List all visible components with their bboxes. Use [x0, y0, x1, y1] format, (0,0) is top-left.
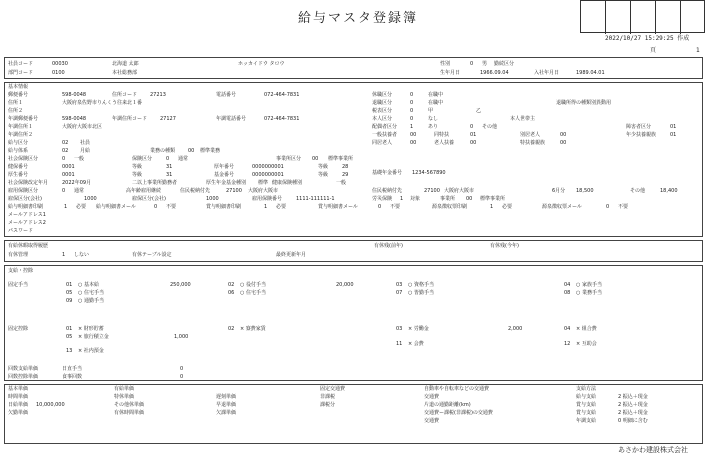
shain-value: 月給 — [80, 148, 91, 154]
mail2t: 不要 — [166, 204, 177, 210]
rate-label: 遅刻単価 — [216, 394, 237, 400]
jkyu-label: 雇用保険番号 — [252, 196, 283, 202]
kiso-label: 基礎年金番号 — [372, 170, 403, 176]
basic-label: 電話番号 — [216, 92, 237, 98]
basic-label: 配偶者区分 — [372, 124, 398, 130]
kanri-label: 障害者区分 — [626, 124, 652, 130]
rou-value: 00 — [470, 140, 477, 146]
shakai-label: 社会保険区分 — [8, 156, 39, 162]
mail5t: 必要 — [502, 204, 513, 210]
hoken-label: 保険区分 — [132, 156, 153, 162]
mail6t: 不要 — [618, 204, 629, 210]
printed-timestamp: 2022/10/27 15:29:25 作成 — [605, 35, 690, 42]
basic-value: 072-464-7831 — [264, 116, 300, 122]
basic-label: 年調住所コード — [112, 116, 148, 122]
leave-table-label: 有休テーブル設定 — [132, 252, 172, 258]
basic-value: 0 — [410, 92, 414, 98]
mail3-label: 賞与明細書印刷 — [206, 204, 242, 210]
kanri-value: 01 — [670, 124, 677, 130]
deduct-name: × 互助会 — [576, 341, 597, 347]
basic-label: 本人区分 — [372, 116, 393, 122]
leave-kanri-value: しない — [74, 252, 90, 258]
nijo-label: 二以上事業所勤務者 — [132, 180, 178, 186]
shain-label: 給与体系 — [8, 148, 29, 154]
kikinb-value: 標準 — [258, 180, 269, 186]
kousei-value: 0000000001 — [252, 164, 284, 170]
rate-label: その他休単価 — [114, 402, 145, 408]
gen-num: 0 — [180, 366, 184, 372]
tokyu2-value: 28 — [342, 164, 349, 170]
rate-label: 基本単価 — [8, 386, 29, 392]
commute-label: 交通費 — [424, 394, 440, 400]
emp-code: 00030 — [52, 61, 68, 67]
kyuyo-name: 社員 — [80, 140, 91, 146]
mail6-label: 源泉徴収票メール — [542, 204, 582, 210]
deduct-no: 13 — [66, 348, 73, 354]
basic-value: 598-0048 — [62, 116, 87, 122]
mail4t: 不要 — [390, 204, 401, 210]
juumin2-label: 住民税納付先 — [372, 188, 403, 194]
gen2-label: 回数控除単価 — [8, 374, 39, 380]
withholding-label: 退職所得の種類別異動用 — [556, 100, 612, 106]
basic-value: 1 — [410, 124, 414, 130]
dou-value: 00 — [410, 140, 417, 146]
basic-value: 0 — [410, 108, 414, 114]
fixed-name: ○ 役付手当 — [240, 282, 266, 288]
gen-label: 回数支給単価 — [8, 366, 39, 372]
tokutei-label: 同特扶 — [434, 132, 450, 138]
basic-label: 年調住所１ — [8, 124, 34, 130]
basic-label: 住所コード — [112, 92, 138, 98]
hoken-value: 通常 — [178, 156, 189, 162]
rou-ho-value: 対象 — [410, 196, 421, 202]
joined-label: 入社年月日 — [534, 70, 560, 76]
email1-label: メールアドレス1 — [8, 212, 46, 218]
koyou-kbn2: 1000 — [206, 196, 219, 202]
leave-kanri-code: 1 — [62, 252, 66, 258]
rate-label: 特休単価 — [114, 394, 135, 400]
fixed-name: ○ 基本給 — [78, 282, 99, 288]
kenpo2-value: 一般 — [336, 180, 347, 186]
basic-label: 税表区分 — [372, 108, 393, 114]
koyou-value: 通常 — [74, 188, 85, 194]
mail6: 0 — [606, 204, 610, 210]
kaigo-value: 0001 — [62, 172, 75, 178]
pay-method-label: 支給方法 — [576, 386, 597, 392]
basic-label: 退職区分 — [372, 100, 393, 106]
gyomu-code: 00 — [188, 148, 195, 154]
kyuyo-label: 給与区分 — [8, 140, 29, 146]
rate-label: 欠勤単価 — [8, 410, 29, 416]
transport-label: 課税分 — [320, 402, 336, 408]
rates-box — [4, 384, 703, 444]
kiso-value: 1234-567890 — [412, 170, 446, 176]
rate-value: 10,000,000 — [36, 402, 65, 408]
basic-value: 大阪府泉佐野市りんくう往来北１番 — [62, 100, 143, 106]
tokutei-value: 01 — [470, 132, 477, 138]
basic-label: 年調住所２ — [8, 132, 34, 138]
basic-label: 休職区分 — [372, 92, 393, 98]
sonota-value: 0 — [470, 124, 474, 130]
gender-code: 0 — [470, 61, 474, 67]
kousei-label: 厚年番号 — [214, 164, 235, 170]
emp-code-label: 社員コード — [8, 61, 34, 67]
mail2: 0 — [154, 204, 158, 210]
fixed-amount: 20,000 — [336, 282, 354, 288]
m6-label: 6月分 — [552, 188, 566, 194]
commute-label: 自動車や自転車などの交通費 — [424, 386, 490, 392]
gen2-value: 食事回数 — [62, 374, 83, 380]
deduct-name: × 労働金 — [408, 326, 429, 332]
shikaku-label: 社会保険改定年月 — [8, 180, 49, 186]
basic-value: 0 — [410, 100, 414, 106]
pay-method-label: 給与支給 — [576, 394, 597, 400]
fixed-name: ○ 住宅手当 — [240, 290, 266, 296]
leave-prev-label: 有休残(前年) — [374, 243, 403, 249]
sonota-label: その他 — [482, 124, 498, 130]
gen-value: 日直手当 — [62, 366, 83, 372]
fixed-name: ○ 資格手当 — [408, 282, 434, 288]
deduct-name: × 社内預金 — [78, 348, 104, 354]
jigyo-label: 事業所区分 — [276, 156, 302, 162]
juumin2-code: 27100 — [424, 188, 440, 194]
basic-section-title: 基本情報 — [8, 84, 29, 90]
m6-value: 18,500 — [576, 188, 594, 194]
dokushin-value: 01 — [670, 132, 677, 138]
fixed-no: 06 — [228, 290, 235, 296]
mail2-label: 給与明細書メール — [96, 204, 136, 210]
koyou-kbn2-label: 雇保区分(会社) — [132, 196, 166, 202]
basic-value: あり — [428, 124, 439, 130]
basic-label: 住所１ — [8, 100, 24, 106]
fixed-amount: 250,000 — [170, 282, 191, 288]
emp-name: 北海道 太郎 — [112, 61, 139, 67]
basic-label: 年調電話番号 — [216, 116, 247, 122]
mail4-label: 賞与明細書メール — [318, 204, 358, 210]
basic-value: 甲 — [428, 108, 434, 114]
deduct-name: × 財形貯蓄 — [78, 326, 104, 332]
leave-box — [4, 240, 703, 262]
tokyu-value: 31 — [166, 164, 173, 170]
gen2-num: 0 — [180, 374, 184, 380]
page-number: 1 — [696, 47, 700, 54]
pay-method-value: 2 振込＋現金 — [618, 394, 648, 400]
birth-label: 生年月日 — [440, 70, 461, 76]
mail5-label: 源泉徴収票印刷 — [432, 204, 468, 210]
rate-label: 有給単価 — [114, 386, 135, 392]
pay-method-label: 賞与支給 — [576, 402, 597, 408]
gender-label: 性別 — [440, 61, 451, 67]
other-label: その他 — [630, 188, 646, 194]
other-value: 18,400 — [660, 188, 678, 194]
basic-value: 在職中 — [428, 92, 444, 98]
basic-label: 郵便番号 — [8, 92, 29, 98]
rate-label: 時間単価 — [8, 394, 29, 400]
fixed-no: 01 — [66, 282, 73, 288]
leave-last-label: 最終更新年月 — [276, 252, 307, 258]
email2-label: メールアドレス2 — [8, 220, 46, 226]
gyomu-label: 業務の種類 — [150, 148, 176, 154]
deduct-amount: 1,000 — [174, 334, 189, 340]
koyou2-label: 高年齢雇用継続 — [126, 188, 162, 194]
fixed-name: ○ 業務手当 — [576, 290, 602, 296]
mail4: 0 — [378, 204, 382, 210]
kyuyo-code: 02 — [62, 140, 69, 146]
pay-method-label: 賞与支給 — [576, 410, 597, 416]
jigyo-value: 標準事業所 — [328, 156, 354, 162]
fixed-name: ○ 家族手当 — [576, 282, 602, 288]
mail1t: 必要 — [76, 204, 87, 210]
dou-label: 同居老人 — [372, 140, 393, 146]
shain-code: 02 — [62, 148, 69, 154]
jigyo2-code: 00 — [466, 196, 473, 202]
juumin-code: 27100 — [226, 188, 242, 194]
deduct-no: 03 — [396, 326, 403, 332]
mail3t: 必要 — [276, 204, 287, 210]
page-label: 頁 — [650, 47, 657, 54]
kenko-label: 健保番号 — [8, 164, 29, 170]
deduct-name: × 組合費 — [576, 326, 597, 332]
bekkyo-value: 00 — [560, 132, 567, 138]
basic-value: 0 — [410, 116, 414, 122]
jigyo2-label: 事業所 — [440, 196, 456, 202]
pay-method-value: 2 振込＋現金 — [618, 402, 648, 408]
deduct-no: 01 — [66, 326, 73, 332]
fixed-name: ○ 皆勤手当 — [408, 290, 434, 296]
koyou-kbn-label: 雇保区分(会社) — [8, 196, 42, 202]
fixed-no: 07 — [396, 290, 403, 296]
tokyu-label: 等級 — [132, 164, 143, 170]
koyou-kbn1: 1000 — [84, 196, 97, 202]
tokyu4-label: 等級 — [318, 172, 329, 178]
bekkyo-label: 別居老人 — [520, 132, 541, 138]
commute-label: 交通費ー課税(非課税)の交通費 — [424, 410, 493, 416]
deduct-amount: 2,000 — [508, 326, 523, 332]
rou-label: 老人扶養 — [434, 140, 455, 146]
basic-label: 住所２ — [8, 108, 24, 114]
basic-label: 年調郵便番号 — [8, 116, 39, 122]
mail3: 1 — [264, 204, 268, 210]
jigyo2-value: 標準事業所 — [480, 196, 506, 202]
basic-label: 一般扶養者 — [372, 132, 398, 138]
basic-value: 27127 — [160, 116, 176, 122]
fixed-no: 04 — [564, 282, 571, 288]
fixed-no: 09 — [66, 298, 73, 304]
jkyu-value: 1111-111111-1 — [296, 196, 335, 202]
deduct-label: 固定控除 — [8, 326, 29, 332]
fixed-name: ○ 通勤手当 — [78, 298, 104, 304]
deduct-name: × 旅行積立金 — [78, 334, 109, 340]
allowance-section-title: 支給・控除 — [8, 268, 34, 274]
deduct-no: 12 — [564, 341, 571, 347]
kikinb-label: 厚生年金基金種別 — [206, 180, 247, 186]
commute-label: 片道の通勤距離(km) — [424, 402, 471, 408]
rate-label: 日給単価 — [8, 402, 29, 408]
pay-method-value: 2 振込＋現金 — [618, 410, 648, 416]
kaigo-label: 厚生番号 — [8, 172, 29, 178]
fixed-name: ○ 住宅手当 — [78, 290, 104, 296]
deduct-name: × 会費 — [408, 341, 424, 347]
toku2-label: 特扶養親族 — [520, 140, 546, 146]
kikin-label: 基金番号 — [214, 172, 235, 178]
tokyu2-label: 等級 — [318, 164, 329, 170]
rate-label: 有休時間単価 — [114, 410, 145, 416]
leave-kanri-label: 有休管理 — [8, 252, 29, 258]
tokyu4-value: 29 — [342, 172, 349, 178]
gyomu-value: 標準業務 — [200, 148, 221, 154]
basic-value: 27213 — [150, 92, 166, 98]
koyou-code: 0 — [62, 188, 66, 194]
jigyo-code: 00 — [312, 156, 319, 162]
leave-section-title: 有給休暇取得履歴 — [8, 243, 49, 249]
fixed-no: 03 — [396, 282, 403, 288]
shakai-value: 一般 — [74, 156, 85, 162]
mail-label: 給与明細書印刷 — [8, 204, 44, 210]
company-name: あさかわ建設株式会社 — [618, 446, 688, 454]
ko-label: 乙 — [476, 108, 482, 114]
commute-label: 交通費 — [424, 418, 440, 424]
deduct-no: 11 — [396, 341, 403, 347]
kenko-value: 0001 — [62, 164, 75, 170]
basic-value: 598-0048 — [62, 92, 87, 98]
deduct-no: 02 — [228, 326, 235, 332]
dokushin-label: 年少扶養親族 — [626, 132, 657, 138]
hon-label: 本人世帯主 — [510, 116, 536, 122]
dept-code-label: 部門コード — [8, 70, 34, 76]
birth: 1966.09.04 — [480, 70, 509, 76]
koyou-label: 雇用保険区分 — [8, 188, 39, 194]
rate-label: 欠課単価 — [216, 410, 237, 416]
toku2-value: 00 — [560, 140, 567, 146]
kikin-value: 0000000001 — [252, 172, 284, 178]
shakai-code: 0 — [62, 156, 66, 162]
hoken-code: 0 — [166, 156, 170, 162]
fixed-label: 固定手当 — [8, 282, 29, 288]
joined: 1989.04.01 — [576, 70, 605, 76]
shikaku-value: 2022年09月 — [62, 180, 92, 186]
deduct-no: 04 — [564, 326, 571, 332]
deduct-no: 05 — [66, 334, 73, 340]
leave-cur-label: 有休残(今年) — [490, 243, 519, 249]
rate-label: 早退単価 — [216, 402, 237, 408]
tokyu3-label: 等級 — [132, 172, 143, 178]
mail1: 1 — [64, 204, 68, 210]
dept-code: 0100 — [52, 70, 65, 76]
basic-value: 00 — [410, 132, 417, 138]
juumin-value: 大阪府大阪市 — [248, 188, 279, 194]
document-title: 給与マスタ登録簿 — [298, 11, 419, 26]
gender: 男 — [482, 61, 488, 67]
mail5: 1 — [490, 204, 494, 210]
basic-value: 大阪府大阪市北区 — [62, 124, 103, 130]
approval-stamp-boxes — [580, 0, 705, 33]
juumin-label: 住民税納付先 — [180, 188, 211, 194]
kenpo2-label: 健康保険種別 — [272, 180, 303, 186]
emp-kana: ホッカイドウ タロウ — [238, 61, 285, 67]
rou-ho-label: 労災保険 — [372, 196, 393, 202]
fixed-no: 02 — [228, 282, 235, 288]
fixed-no: 08 — [564, 290, 571, 296]
dept-name: 本社総務部 — [112, 70, 138, 76]
rou-ho-code: 1 — [400, 196, 404, 202]
service-label: 勤続区分 — [494, 61, 515, 67]
juumin2-value: 大阪府大阪市 — [444, 188, 475, 194]
transport-label: 固定交通費 — [320, 386, 346, 392]
tokyu3-value: 31 — [166, 172, 173, 178]
deduct-name: × 寮費家賃 — [240, 326, 266, 332]
basic-value: 072-464-7831 — [264, 92, 300, 98]
password-label: パスワード — [8, 228, 34, 234]
pay-method-label: 年調支給 — [576, 418, 597, 424]
fixed-no: 05 — [66, 290, 73, 296]
pay-method-value: 0 明細に含む — [618, 418, 648, 424]
transport-label: 非課税 — [320, 394, 336, 400]
basic-value: 在職中 — [428, 100, 444, 106]
basic-value: なし — [428, 116, 439, 122]
